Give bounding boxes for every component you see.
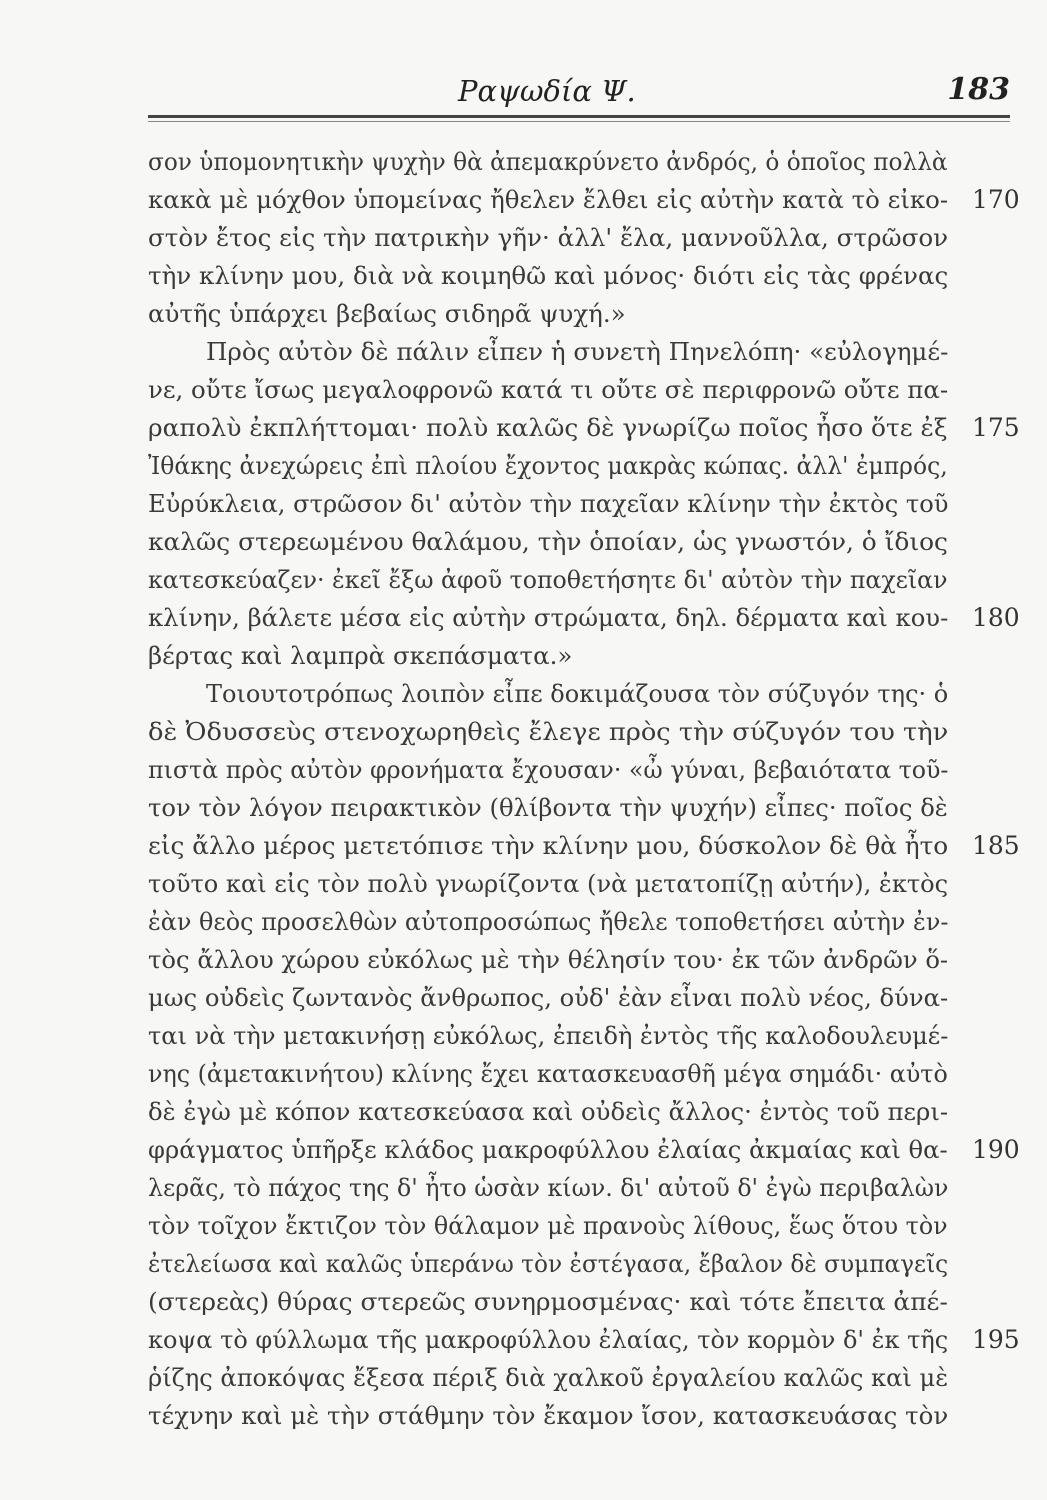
text-line: δὲ ἐγὼ μὲ κόπον κατεσκεύασα καὶ οὐδεὶς ἄλλος· ἐντὸς τοῦ περι- xyxy=(148,1097,949,1126)
text-line: ἐὰν θεὸς προσελθὼν αὐτοπροσώπως ἤθελε τοποθετήσει αὐτὴν ἐν- xyxy=(148,907,949,936)
verse-number: 190 xyxy=(972,1135,1020,1164)
header-rule-thin xyxy=(148,121,1010,122)
page-header xyxy=(148,72,1010,112)
verse-number: 175 xyxy=(972,413,1020,442)
verse-number: 185 xyxy=(972,831,1020,860)
text-line: νε, οὔτε ἴσως μεγαλοφρονῶ κατά τι οὔτε σὲ περιφρονῶ οὔτε πα- xyxy=(148,375,949,404)
text-line: Πρὸς αὐτὸν δὲ πάλιν εἶπεν ἡ συνετὴ Πηνελόπη· «εὐλογημέ- xyxy=(206,337,949,366)
verse-number: 170 xyxy=(972,185,1020,214)
verse-number: 180 xyxy=(972,603,1020,632)
text-line: πιστὰ πρὸς αὐτὸν φρονήματα ἔχουσαν· «ὦ γύναι, βεβαιότατα τοῦ- xyxy=(148,755,949,784)
text-line: τὸν τοῖχον ἔκτιζον τὸν θάλαμον μὲ πρανοὺς λίθους, ἕως ὅτου τὸν xyxy=(148,1211,948,1240)
text-line: καλῶς στερεωμένου θαλάμου, τὴν ὁποίαν, ὡς γνωστόν, ὁ ἴδιος xyxy=(148,527,948,556)
text-line: λερᾶς, τὸ πάχος της δ' ἦτο ὡσὰν κίων. δι' αὐτοῦ δ' ἐγὼ περιβαλὼν xyxy=(148,1173,949,1202)
text-line: Ἰθάκης ἀνεχώρεις ἐπὶ πλοίου ἔχοντος μακρὰς κώπας. ἀλλ' ἐμπρός, xyxy=(148,451,948,480)
text-line: κατεσκεύαζεν· ἐκεῖ ἔξω ἀφοῦ τοποθετήσητε δι' αὐτὸν τὴν παχεῖαν xyxy=(148,565,948,594)
text-line: σον ὑπομονητικὴν ψυχὴν θὰ ἀπεμακρύνετο ἀνδρός, ὁ ὁποῖος πολλὰ xyxy=(148,147,948,176)
text-line: δὲ Ὀδυσσεὺς στενοχωρηθεὶς ἔλεγε πρὸς τὴν σύζυγόν του τὴν xyxy=(148,717,949,746)
verse-number: 195 xyxy=(972,1325,1020,1354)
text-line: Εὐρύκλεια, στρῶσον δι' αὐτὸν τὴν παχεῖαν κλίνην τὴν ἐκτὸς τοῦ xyxy=(148,489,949,518)
text-line: κλίνην, βάλετε μέσα εἰς αὐτὴν στρώματα, δηλ. δέρματα καὶ κου- xyxy=(148,603,949,632)
text-line: μως οὐδεὶς ζωντανὸς ἄνθρωπος, οὐδ' ἐὰν εἶναι πολὺ νέος, δύνα- xyxy=(148,983,949,1012)
running-title: Ραψωδία Ψ. xyxy=(458,74,636,108)
text-line: ραπολὺ ἐκπλήττομαι· πολὺ καλῶς δὲ γνωρίζω ποῖος ἦσο ὅτε ἐξ xyxy=(148,413,948,442)
text-line: κακὰ μὲ μόχθον ὑπομείνας ἤθελεν ἔλθει εἰς αὐτὴν κατὰ τὸ εἰκο- xyxy=(148,185,949,214)
text-line: τὴν κλίνην μου, διὰ νὰ κοιμηθῶ καὶ μόνος· διότι εἰς τὰς φρένας xyxy=(148,261,949,290)
text-line: κοψα τὸ φύλλωμα τῆς μακροφύλλου ἐλαίας, τὸν κορμὸν δ' ἐκ τῆς xyxy=(148,1325,949,1354)
text-line: ται νὰ τὴν μετακινήσῃ εὐκόλως, ἐπειδὴ ἐντὸς τῆς καλοδουλευμέ- xyxy=(148,1021,949,1050)
header-rule xyxy=(148,115,1010,118)
text-line: νης (ἀμετακινήτου) κλίνης ἔχει κατασκευασθῆ μέγα σημάδι· αὐτὸ xyxy=(148,1059,948,1088)
text-line: ῥίζης ἀποκόψας ἔξεσα πέριξ διὰ χαλκοῦ ἐργαλείου καλῶς καὶ μὲ xyxy=(148,1363,949,1392)
text-line: βέρτας καὶ λαμπρὰ σκεπάσματα.» xyxy=(148,641,573,670)
text-line: τὸς ἄλλου χώρου εὐκόλως μὲ τὴν θέλησίν του· ἐκ τῶν ἀνδρῶν ὅ- xyxy=(148,945,949,974)
text-line: φράγματος ὑπῆρξε κλάδος μακροφύλλου ἐλαίας ἀκμαίας καὶ θα- xyxy=(148,1135,948,1164)
text-line: τον τὸν λόγον πειρακτικὸν (θλίβοντα τὴν ψυχήν) εἶπες· ποῖος δὲ xyxy=(148,793,948,822)
text-line: (στερεὰς) θύρας στερεῶς συνηρμοσμένας· καὶ τότε ἔπειτα ἀπέ- xyxy=(148,1287,948,1316)
text-line: τέχνην καὶ μὲ τὴν στάθμην τὸν ἔκαμον ἴσον, κατασκευάσας τὸν xyxy=(148,1401,949,1430)
text-line: Τοιουτοτρόπως λοιπὸν εἶπε δοκιμάζουσα τὸν σύζυγόν της· ὁ xyxy=(206,679,949,708)
text-line: στὸν ἔτος εἰς τὴν πατρικὴν γῆν· ἀλλ' ἔλα, μαννοῦλλα, στρῶσον xyxy=(148,223,949,252)
text-line: τοῦτο καὶ εἰς τὸν πολὺ γνωρίζοντα (νὰ μετατοπίζῃ αὐτήν), ἐκτὸς xyxy=(148,869,949,898)
text-line: αὐτῆς ὑπάρχει βεβαίως σιδηρᾶ ψυχή.» xyxy=(148,299,626,328)
text-line: ἐτελείωσα καὶ καλῶς ὑπεράνω τὸν ἐστέγασα, ἔβαλον δὲ συμπαγεῖς xyxy=(148,1249,949,1278)
text-line: εἰς ἄλλο μέρος μετετόπισε τὴν κλίνην μου, δύσκολον δὲ θὰ ἦτο xyxy=(148,831,949,860)
page-number: 183 xyxy=(947,72,1010,107)
